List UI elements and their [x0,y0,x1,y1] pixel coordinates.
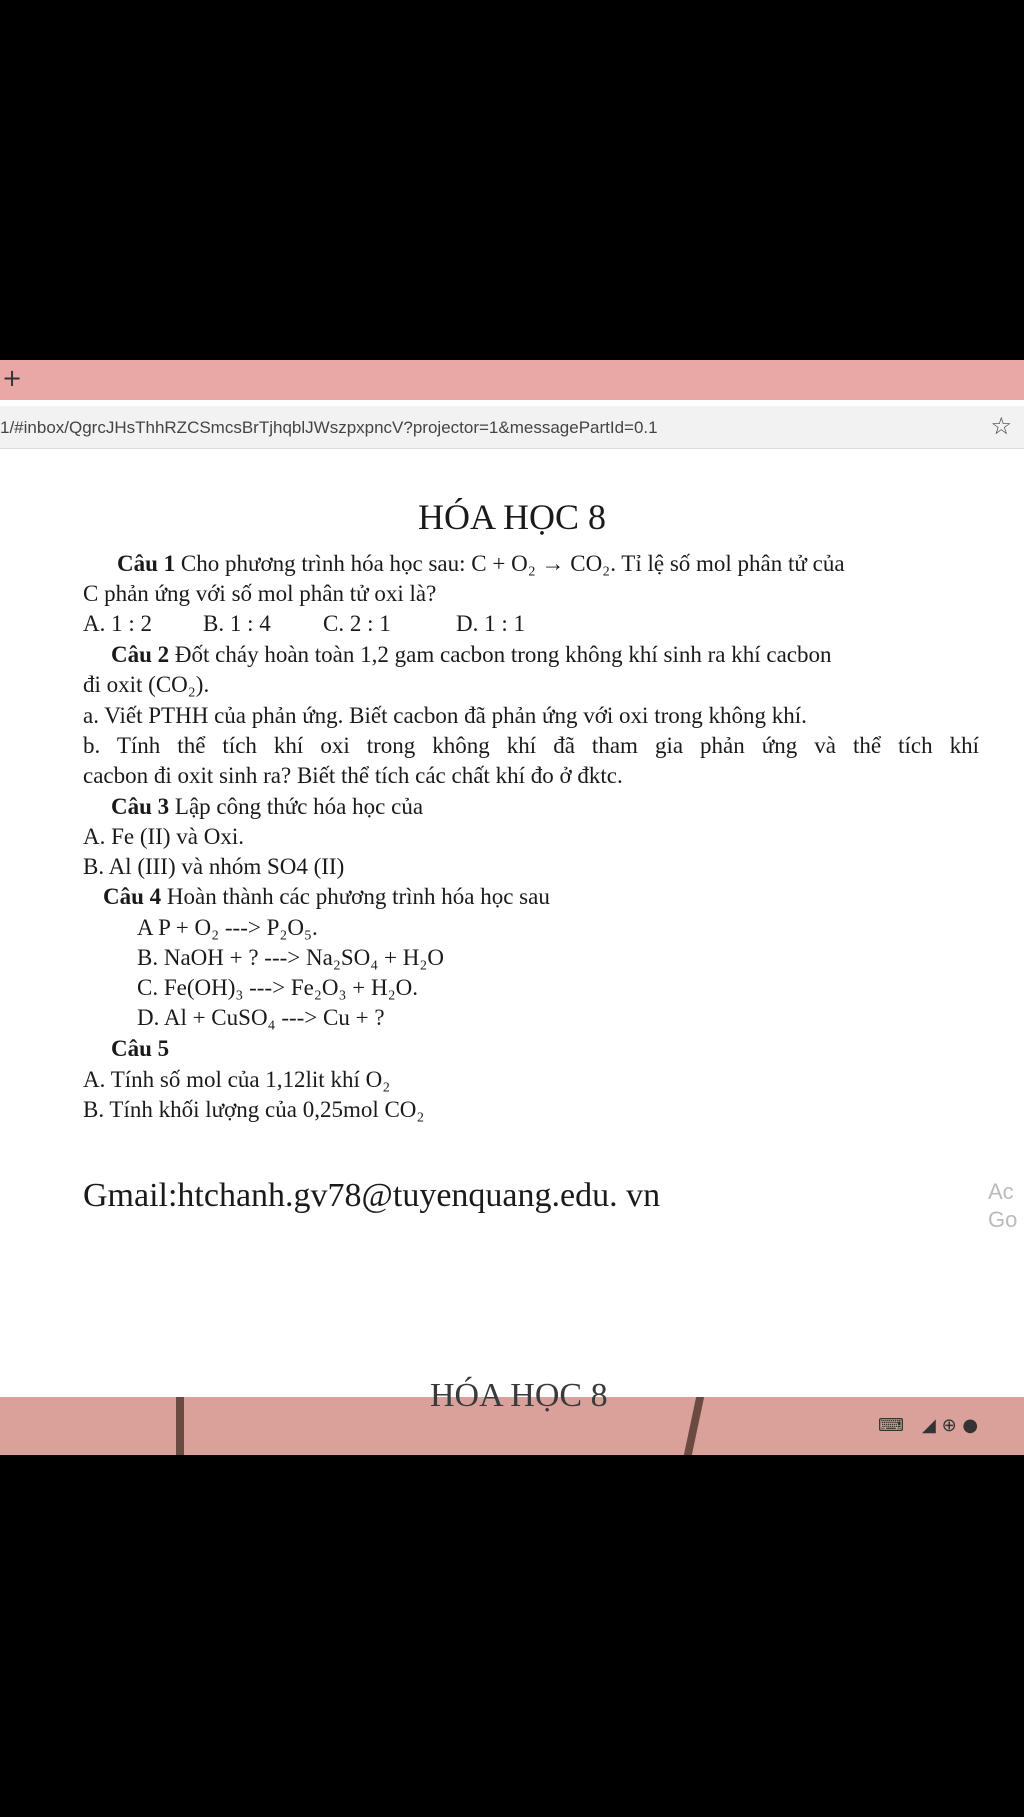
watermark-line-1: Ac [988,1179,1014,1204]
tray-icons[interactable]: ◢ ⊕ ● [922,1415,979,1436]
q1-line [117,550,845,578]
document-viewer [0,456,1024,1356]
q2-part-b-line2: cacbon đi oxit sinh ra? Biết thể tích các chất khí đo ở đktc. [83,763,623,788]
q3-text: Lập công thức hóa học của [169,794,424,819]
q4-part-d: D. Al + CuSO₄ ---> Cu + ? [137,1005,385,1030]
q1-option-c: C. 2 : 1 [323,611,391,636]
contact-email: Gmail:htchanh.gv78@tuyenquang.edu. vn [83,1177,661,1214]
address-bar[interactable] [0,406,1024,449]
q3-line [111,793,423,821]
q1-text-cont: C phản ứng với số mol phân tử oxi là? [83,581,437,606]
q1-label: Câu 1 [117,551,176,576]
q1-option-b: B. 1 : 4 [203,611,271,636]
q3-label: Câu 3 [111,794,170,819]
q2-label: Câu 2 [111,642,170,667]
q4-line [103,883,550,911]
taskbar-divider [684,1397,704,1455]
q4-label: Câu 4 [103,884,162,909]
taskbar [0,1377,1024,1455]
q1-option-d: D. 1 : 1 [456,611,525,636]
q2-line [111,641,832,669]
q5-part-b: B. Tính khối lượng của 0,25mol CO₂ [83,1097,425,1122]
keyboard-icon[interactable]: ⌨ [878,1415,904,1436]
q2-text-cont: đi oxit (CO₂). [83,672,210,697]
next-page-title-fragment: HÓA HỌC 8 [430,1377,608,1414]
tab-bar [0,360,1024,400]
url-text[interactable]: 1/#inbox/QgrcJHsThhRZCSmcsBrTjhqblJWszpxpncV?projector=1&messagePartId=0.1 [0,418,658,437]
q1-option-a: A. 1 : 2 [83,611,152,636]
q1-text: Cho phương trình hóa học sau: C + O₂ → CO₂. Tỉ lệ số mol phân tử của [175,551,845,576]
q3-part-b: B. Al (III) và nhóm SO4 (II) [83,854,345,879]
q2-text: Đốt cháy hoàn toàn 1,2 gam cacbon trong không khí sinh ra khí cacbon [169,642,832,667]
q4-part-c: C. Fe(OH)₃ ---> Fe₂O₃ + H₂O. [137,975,418,1000]
q4-part-a: A P + O₂ ---> P₂O₅. [137,915,318,940]
activation-watermark [988,1178,1024,1234]
taskbar-divider [176,1397,184,1455]
q5-part-a: A. Tính số mol của 1,12lit khí O₂ [83,1067,391,1092]
q2-part-a: a. Viết PTHH của phản ứng. Biết cacbon đã phản ứng với oxi trong không khí. [83,703,807,728]
q3-part-a: A. Fe (II) và Oxi. [83,824,244,849]
document-title: HÓA HỌC 8 [417,497,606,537]
q5-label: Câu 5 [111,1036,170,1061]
q2-part-b-line1: b. Tính thể tích khí oxi trong không khí đã tham gia phản ứng và thể tích khí [83,733,979,758]
new-tab-button[interactable]: + [2,364,23,392]
q4-part-b: B. NaOH + ? ---> Na₂SO₄ + H₂O [137,945,444,970]
watermark-line-2: Go [988,1207,1018,1232]
q4-text: Hoàn thành các phương trình hóa học sau [161,884,550,909]
browser-window [0,360,1024,1455]
bookmark-star-icon[interactable]: ☆ [990,412,1012,440]
